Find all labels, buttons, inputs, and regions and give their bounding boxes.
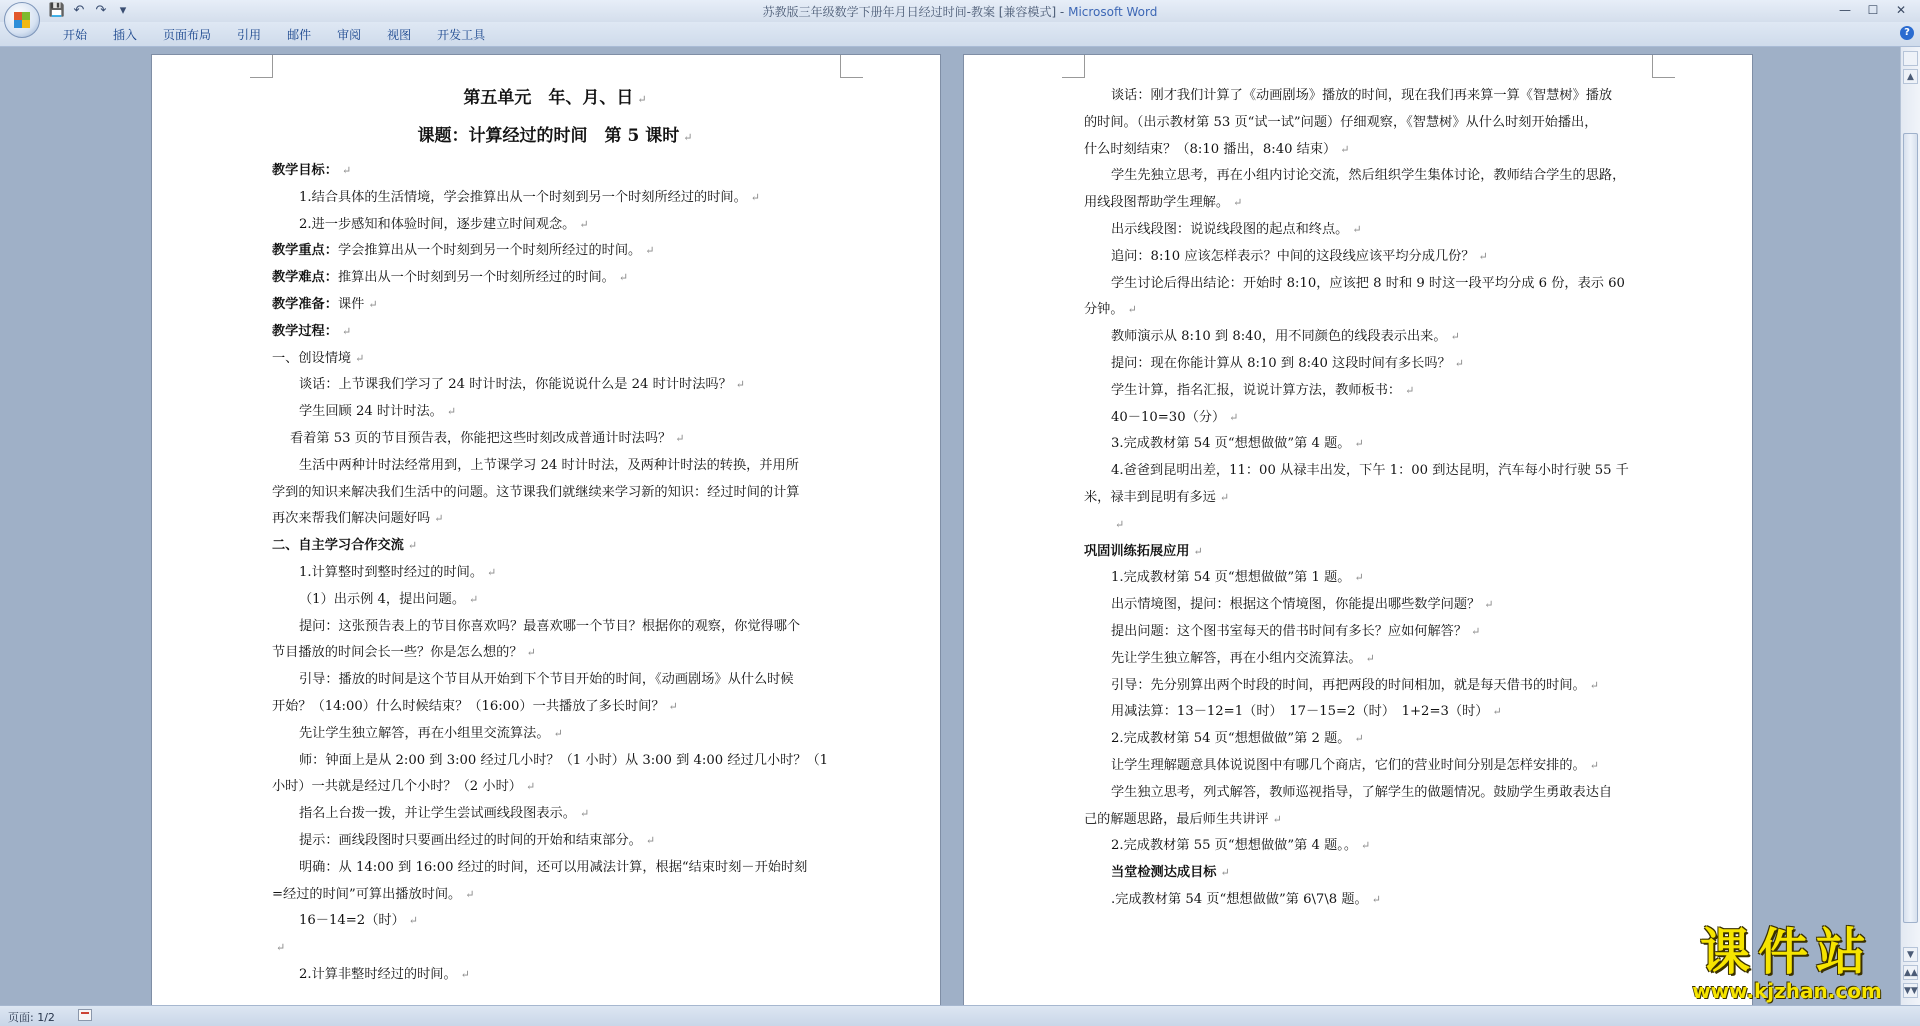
document-line [272,560,838,587]
paragraph-mark-icon [1229,411,1238,424]
document-page-1[interactable] [152,55,940,1005]
line-text: 谈话：刚才我们计算了《动画剧场》播放的时间，现在我们再来算一算《智慧树》播放 [1111,88,1613,103]
line-text: 小时）一共就是经过几个小时？（2 小时） [272,779,522,795]
page-1-content [272,75,838,989]
paragraph-mark-icon [751,191,760,204]
line-text: 提问：这张预告表上的节目你喜欢吗？最喜欢哪一个节目？根据你的观察，你觉得哪个 [299,618,801,634]
window-controls [1832,1,1914,19]
title-bar [0,0,1920,23]
paragraph-mark-icon [1471,625,1480,638]
document-line [1084,485,1650,512]
paragraph-mark-icon [1492,705,1501,718]
paragraph-mark-icon [1366,652,1375,665]
document-line [272,614,838,641]
line-text: 一、创设情境 [272,350,352,366]
paragraph-mark-icon [619,271,628,284]
paragraph-mark-icon [434,512,443,525]
previous-page-button[interactable]: ▲▲ [1903,965,1918,980]
paragraph-mark-icon [276,941,285,954]
line-text-rest: 推算出从一个时刻到另一个时刻所经过的时间。 [337,270,615,286]
line-text: 教学准备： [272,296,338,312]
document-line [1084,163,1650,190]
line-text: 1.结合具体的生活情境，学会推算出从一个时刻到另一个时刻所经过的时间。 [299,189,747,205]
document-line [272,480,838,507]
document-line [1084,699,1650,726]
paragraph-mark-icon [526,780,535,793]
document-line [272,265,838,292]
window-title [0,3,1920,20]
line-text: 先让学生独立解答，再在小组里交流算法。 [299,725,550,741]
line-text: 巩固训练拓展应用 [1084,543,1190,559]
document-line [1084,833,1650,860]
line-text: 当堂检测达成目标 [1111,865,1217,881]
document-line [1084,673,1650,700]
scroll-down-button[interactable]: ▼ [1903,947,1918,962]
line-text: 引导：先分别算出两个时段的时间，再把两段的时间相加，就是每天借书的时间。 [1111,677,1586,693]
line-text: 米，禄丰到昆明有多远 [1084,489,1216,505]
line-text: 引导：播放的时间是这个节目从开始到下个节目开始的时间，《动画剧场》从什么时候 [299,672,794,688]
line-text: 学生计算，指名汇报，说说计算方法，教师板书： [1111,382,1402,398]
document-line [272,506,838,533]
crop-mark [1652,55,1675,78]
document-line [1084,405,1650,432]
document-line [272,882,838,909]
line-text: 用减法算：13－12=1（时） 17－15=2（时） 1+2=3（时） [1111,704,1489,720]
document-line [272,319,838,346]
document-line [1084,539,1650,566]
paragraph-mark-icon [554,727,563,740]
document-line [1084,592,1650,619]
document-line [272,828,838,855]
document-line [272,748,838,775]
document-line [272,587,838,614]
close-icon[interactable]: ✕ [1895,3,1907,17]
paragraph-mark-icon [1221,866,1230,879]
document-line [1084,244,1650,271]
document-line [1084,860,1650,887]
line-text: 出示线段图：说说线段图的起点和终点。 [1111,221,1349,237]
line-text-rest: 学会推算出从一个时刻到另一个时刻所经过的时间。 [337,243,642,259]
line-text: 节目播放的时间会长一些？你是怎么想的？ [272,645,523,661]
paragraph-mark-icon [579,218,588,231]
paragraph-mark-icon [527,646,536,659]
paragraph-mark-icon [645,244,654,257]
document-line [272,855,838,882]
line-text: 开始？（14:00）什么时候结束？（16:00）一共播放了多长时间？ [272,698,665,714]
document-line [272,453,838,480]
document-line [272,801,838,828]
line-text: 看着第 53 页的节目预告表，你能把这些时刻改成普通计时法吗？ [290,430,672,446]
line-text: =经过的时间”可算出播放时间。 [272,886,462,902]
document-line [272,908,838,935]
next-page-button[interactable]: ▼▼ [1903,983,1918,998]
paragraph-mark-icon [1484,598,1493,611]
paragraph-mark-icon [408,539,417,552]
status-bar [0,1005,1920,1026]
line-text: 让学生理解题意具体说说图中有哪几个商店，它们的营业时间分别是怎样安排的。 [1111,757,1586,773]
document-line [1084,646,1650,673]
line-text: 教学重点： [272,243,338,259]
document-line [1084,458,1650,485]
line-text: 追问：8:10 应该怎样表示？中间的这段线应该平均分成几份？ [1111,248,1475,264]
paragraph-mark-icon [1590,759,1599,772]
line-text: 教师演示从 8:10 到 8:40，用不同颜色的线段表示出来。 [1111,329,1447,345]
document-line [1084,887,1650,914]
paragraph-mark-icon [1455,357,1464,370]
paragraph-mark-icon [1590,679,1599,692]
document-line [1084,619,1650,646]
customize-toolbar-icon[interactable]: ▾ [119,3,127,18]
line-text: 提问：现在你能计算从 8:10 到 8:40 这段时间有多长吗？ [1111,355,1451,371]
line-text: 4.爸爸到昆明出差，11：00 从禄丰出发，下午 1：00 到达昆明，汽车每小时行驶 55 千 [1111,463,1629,479]
app-name: Microsoft Word [1068,5,1158,19]
line-text: 3.完成教材第 54 页“想想做做”第 4 题。 [1111,436,1351,452]
document-line [1084,431,1650,458]
document-area[interactable] [0,47,1900,1005]
paragraph-mark-icon [736,378,745,391]
page-count[interactable]: 页面: 1/2 [8,1011,55,1024]
tab-3[interactable]: 引用 [237,28,262,42]
ribbon-tab-bar [0,22,1920,47]
document-line [1084,271,1650,298]
document-line [272,721,838,748]
paragraph-mark-icon [669,700,678,713]
unit-title: 第五单元 年、月、日 ↵ [272,78,838,120]
paragraph-mark-icon [1273,813,1282,826]
line-text: 明确：从 14:00 到 16:00 经过的时间，还可以用减法计算，根据“结束时刻－开始时刻 [299,859,808,875]
line-text: 师：钟面上是从 2:00 到 3:00 经过几小时？（1 小时）从 3:00 到 4:00 经过几小时？（1 [299,752,829,768]
document-line [272,962,838,989]
paragraph-mark-icon [1451,330,1460,343]
line-text: 提示：画线段图时只要画出经过的时间的开始和结束部分。 [299,832,642,848]
paragraph-mark-icon [1340,143,1349,156]
line-text: 16－14=2（时） [299,913,405,929]
tab-6[interactable]: 视图 [387,28,412,42]
paragraph-mark-icon [355,352,364,365]
tab-4[interactable]: 邮件 [287,28,312,42]
document-line [272,399,838,426]
paragraph-mark-icon [1233,196,1242,209]
paragraph-mark-icon [1354,571,1363,584]
document-line [1084,83,1650,110]
line-text: 提出问题：这个图书室每天的借书时间有多长？应如何解答？ [1111,623,1468,639]
paragraph-mark-icon [1220,491,1229,504]
line-text: 的时间。（出示教材第 53 页“试一试”问题）仔细观察，《智慧树》从什么时刻开始播出， [1084,114,1598,130]
document-name: 苏教版三年级数学下册年月日经过时间-教案 [兼容模式] - [762,5,1069,19]
document-line [272,212,838,239]
line-text: 学生讨论后得出结论：开始时 8:10，应该把 8 时和 9 时这一段平均分成 6 份，表示 60 [1111,275,1625,291]
line-text: 先让学生独立解答，再在小组内交流算法。 [1111,650,1362,666]
paragraph-mark-icon [1128,303,1137,316]
document-line [1084,217,1650,244]
watermark-title: 课件站 [1700,923,1874,981]
document-line [1084,324,1650,351]
line-text: 出示情境图，提问：根据这个情境图，你能提出哪些数学问题？ [1111,597,1481,613]
document-page-2[interactable] [964,55,1752,1005]
paragraph-mark-icon [1361,839,1370,852]
line-text: 2.完成教材第 54 页“想想做做”第 2 题。 [1111,731,1351,747]
document-line [272,185,838,212]
scroll-up-button[interactable]: ▲ [1903,69,1918,84]
paragraph-mark-icon [342,164,351,177]
paragraph-mark-icon [580,807,589,820]
document-line [1084,190,1650,217]
document-line [1084,807,1650,834]
tab-7[interactable]: 开发工具 [437,28,486,42]
paragraph-mark-icon [465,888,474,901]
line-text: 40－10=30（分） [1111,409,1226,425]
watermark-logo [1667,925,1907,1003]
crop-mark [1062,55,1085,78]
line-text: 教学难点： [272,270,338,286]
scroll-thumb[interactable] [1903,133,1918,923]
document-line [272,694,838,721]
tab-1[interactable]: 插入 [113,28,138,42]
document-line [1084,780,1650,807]
save-icon[interactable]: 💾 [48,3,66,18]
paragraph-mark-icon [1405,384,1414,397]
line-text: 生活中两种计时法经常用到，上节课学习 24 时计时法，及两种计时法的转换，并用所 [299,457,799,473]
paragraph-mark-icon [1479,250,1488,263]
paragraph-mark-icon [675,432,684,445]
paragraph-mark-icon [1352,223,1361,236]
paragraph-mark-icon [409,914,418,927]
paragraph-mark-icon [461,968,470,981]
line-text: 再次来帮我们解决问题好吗 [272,511,431,527]
line-text: 学生先独立思考，再在小组内讨论交流，然后组织学生集体讨论，教师结合学生的思路， [1111,168,1626,184]
line-text-rest: 课件 [337,296,365,312]
line-text: 指名上台拨一拨，并让学生尝试画线段图表示。 [299,806,576,822]
document-line [272,533,838,560]
office-logo-icon [14,12,30,28]
tab-2[interactable]: 页面布局 [163,28,212,42]
paragraph-mark-icon [1194,545,1203,558]
document-line [1084,753,1650,780]
document-line [1084,351,1650,378]
line-text: 教学目标： [272,163,338,178]
line-text: 2.完成教材第 55 页“想想做做”第 4 题。。 [1111,838,1358,854]
tab-0[interactable]: 开始 [63,28,88,42]
line-text: 什么时刻结束？（8:10 播出，8:40 结束） [1084,141,1337,157]
line-text: 2.进一步感知和体验时间，逐步建立时间观念。 [299,216,576,232]
paragraph-mark-icon [1354,732,1363,745]
line-text: 教学过程： [272,323,338,339]
document-line [1084,565,1650,592]
paragraph-mark-icon [487,566,496,579]
line-text: （1）出示例 4，提出问题。 [299,591,466,607]
undo-icon[interactable]: ↶ [73,3,85,18]
lesson-title: 课题：计算经过的时间 第 5 课时 ↵ [272,120,838,154]
document-line [272,292,838,319]
document-line [272,158,838,185]
paragraph-mark-icon [447,405,456,418]
line-text: 学生独立思考，列式解答，教师巡视指导，了解学生的做题情况。鼓励学生勇敢表达自 [1111,784,1613,800]
document-line [272,640,838,667]
paragraph-mark-icon [1354,437,1363,450]
line-text: 二、自主学习合作交流 [272,538,404,554]
document-line [1084,137,1650,164]
ruler-toggle-icon[interactable] [1903,51,1918,66]
document-line [272,346,838,373]
line-text: 分钟。 [1084,302,1124,318]
proofing-icon[interactable] [78,1009,92,1021]
document-line [1084,110,1650,137]
vertical-scrollbar[interactable] [1900,47,1920,1005]
paragraph-mark-icon [469,593,478,606]
tab-5[interactable]: 审阅 [337,28,362,42]
minimize-icon[interactable]: — [1839,3,1851,17]
line-text: 1.计算整时到整时经过的时间。 [299,564,484,580]
line-text: 己的解题思路，最后师生共讲评 [1084,811,1269,827]
line-text: 学到的知识来解决我们生活中的问题。这节课我们就继续来学习新的知识：经过时间的计算 [272,484,800,500]
paragraph-mark-icon [368,298,377,311]
document-line [1084,297,1650,324]
paragraph-mark-icon [342,325,351,338]
redo-icon[interactable]: ↷ [95,3,107,18]
line-text: 1.完成教材第 54 页“想想做做”第 1 题。 [1111,570,1351,586]
paragraph-mark-icon [646,834,655,847]
document-line [272,238,838,265]
crop-mark [840,55,863,78]
document-line [272,426,838,453]
help-icon[interactable]: ? [1900,26,1914,40]
line-text: 学生回顾 24 时计时法。 [299,404,443,420]
line-text: 2.计算非整时经过的时间。 [299,966,457,982]
ribbon-tabs [50,26,498,44]
line-text: .完成教材第 54 页“想想做做”第 6\7\8 题。 [1111,891,1368,907]
line-text: 谈话：上节课我们学习了 24 时计时法，你能说说什么是 24 时计时法吗？ [299,377,732,393]
maximize-icon[interactable]: ☐ [1867,3,1879,17]
page-2-content [1084,83,1650,914]
document-line [272,372,838,399]
document-line [272,935,838,962]
watermark-url: www.kjzhan.com [1692,979,1882,1003]
paragraph-mark-icon [1372,893,1381,906]
crop-mark [250,55,273,78]
paragraph-mark-icon [1115,518,1124,531]
line-text: 用线段图帮助学生理解。 [1084,195,1230,211]
document-line [272,667,838,694]
document-line [1084,378,1650,405]
document-line [1084,726,1650,753]
document-line [1084,512,1650,539]
document-line [272,774,838,801]
office-button[interactable] [4,2,40,38]
